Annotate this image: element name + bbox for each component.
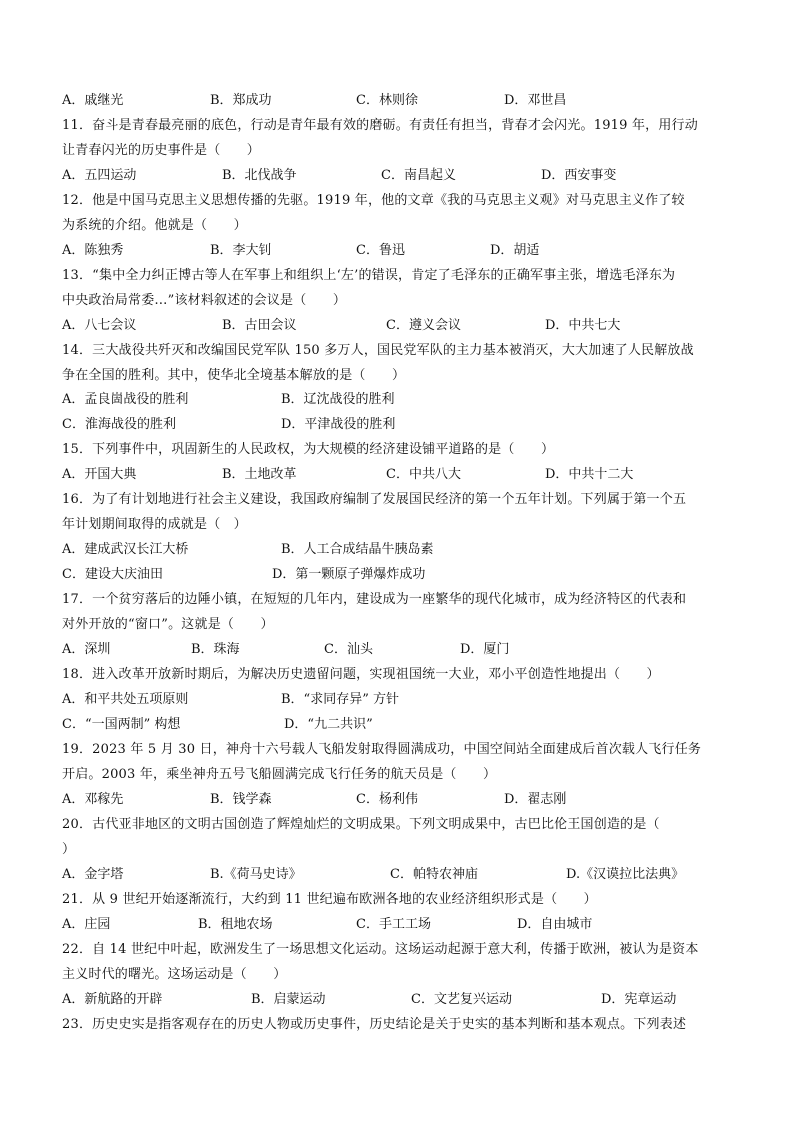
q22-option-a: A．新航路的开辟: [62, 992, 163, 1007]
q13-option-b: B．古田会议: [222, 318, 297, 333]
q21-stem-line1: 21．从 9 世纪开始逐渐流行，大约到 11 世纪遍布欧洲各地的农业经济组织形式是（ ）: [62, 892, 597, 907]
q10-option-c: C．林则徐: [356, 93, 418, 108]
q21-option-c: C．手工工场: [356, 917, 431, 932]
q17-stem-line2: 对外开放的“窗口”。这就是（ ）: [62, 617, 274, 632]
q16-option-a: A．建成武汉长江大桥: [62, 542, 189, 557]
q17-option-c: C．汕头: [324, 642, 373, 657]
q10-option-d: D．邓世昌: [504, 93, 567, 108]
q16-option-c: C．建设大庆油田: [62, 567, 163, 582]
q12-option-a: A．陈独秀: [62, 243, 124, 258]
q21-option-d: D．自由城市: [517, 917, 593, 932]
q14-option-a: A．孟良崮战役的胜利: [62, 392, 189, 407]
q17-option-b: B．珠海: [191, 642, 240, 657]
q18-option-a: A．和平共处五项原则: [62, 692, 189, 707]
q14-option-d: D．平津战役的胜利: [281, 417, 396, 432]
q12-stem-line2: 为系统的介绍。他就是（ ）: [62, 218, 247, 233]
q10-option-b: B．郑成功: [210, 93, 272, 108]
q14-option-b: B．辽沈战役的胜利: [281, 392, 395, 407]
q10-option-a: A．戚继光: [62, 93, 124, 108]
q13-option-d: D．中共七大: [545, 318, 621, 333]
q14-option-c: C．淮海战役的胜利: [62, 417, 176, 432]
q15-option-a: A．开国大典: [62, 467, 137, 482]
q20-option-c: C．帕特农神庙: [390, 867, 478, 882]
q15-option-d: D．中共十二大: [545, 467, 634, 482]
q12-option-b: B．李大钊: [210, 243, 272, 258]
q20-stem-line1: 20．古代亚非地区的文明古国创造了辉煌灿烂的文明成果。下列文明成果中，古巴比伦王国创造的是（: [62, 817, 660, 832]
q17-option-d: D．厦门: [460, 642, 510, 657]
q18-option-c: C．“一国两制” 构想: [62, 717, 181, 732]
q11-option-c: C．南昌起义: [381, 168, 456, 183]
q13-option-c: C．遵义会议: [386, 318, 461, 333]
q19-option-b: B．钱学森: [210, 792, 272, 807]
q19-option-c: C．杨利伟: [356, 792, 418, 807]
q22-option-b: B．启蒙运动: [251, 992, 326, 1007]
q20-option-d: D.《汉谟拉比法典》: [566, 867, 685, 882]
q18-option-b: B．“求同存异” 方针: [281, 692, 399, 707]
q12-option-d: D．胡适: [490, 243, 540, 258]
q22-option-d: D．宪章运动: [601, 992, 677, 1007]
q20-option-b: B.《荷马史诗》: [210, 867, 302, 882]
q15-stem-line1: 15．下列事件中，巩固新生的人民政权，为大规模的经济建设铺平道路的是（ ）: [62, 442, 555, 457]
q20-option-a: A．金字塔: [62, 867, 124, 882]
q19-option-a: A．邓稼先: [62, 792, 124, 807]
q16-stem-line2: 年计划期间取得的成就是（ ）: [62, 517, 247, 532]
q19-stem-line1: 19．2023 年 5 月 30 日，神舟十六号载人飞船发射取得圆满成功，中国空间站全面建成后首次载人飞行任务: [62, 742, 702, 757]
q22-stem-line1: 22．自 14 世纪中叶起，欧洲发生了一场思想文化运动。这场运动起源于意大利，传播于欧洲，被认为是资本: [62, 942, 699, 957]
q22-stem-line2: 主义时代的曙光。这场运动是（ ）: [62, 967, 287, 982]
q14-stem-line1: 14．三大战役共歼灭和改编国民党军队 150 多万人，国民党军队的主力基本被消灭，大大加速了人民解放战: [62, 343, 694, 358]
q22-option-c: C．文艺复兴运动: [411, 992, 512, 1007]
q16-option-b: B．人工合成结晶牛胰岛素: [281, 542, 434, 557]
q11-option-b: B．北伐战争: [222, 168, 297, 183]
q23-stem-line1: 23．历史史实是指客观存在的历史人物或历史事件，历史结论是关于史实的基本判断和基本观点。下列表述: [62, 1017, 687, 1032]
q13-stem-line2: 中央政治局常委…”该材料叙述的会议是（ ）: [62, 293, 347, 308]
q21-option-b: B．租地农场: [198, 917, 273, 932]
q19-option-d: D．翟志刚: [504, 792, 567, 807]
q18-option-d: D．“九二共识”: [284, 717, 373, 732]
q18-stem-line1: 18．进入改革开放新时期后，为解决历史遗留问题，实现祖国统一大业，邓小平创造性地提出（ ）: [62, 667, 660, 682]
q13-stem-line1: 13．“集中全力纠正博古等人在军事上和组织上‘左’的错误，肯定了毛泽东的正确军事主张，增选毛泽东为: [62, 268, 676, 283]
q17-stem-line1: 17．一个贫穷落后的边陲小镇，在短短的几年内，建设成为一座繁华的现代化城市，成为经济特区的代表和: [62, 592, 687, 607]
q14-stem-line2: 争在全国的胜利。其中，使华北全境基本解放的是（ ）: [62, 368, 406, 383]
q15-option-b: B．土地改革: [222, 467, 297, 482]
q13-option-a: A．八七会议: [62, 318, 137, 333]
q16-option-d: D．第一颗原子弹爆炸成功: [272, 567, 426, 582]
q15-option-c: C．中共八大: [386, 467, 461, 482]
q11-option-d: D．西安事变: [541, 168, 617, 183]
q20-stem-line2: ）: [62, 842, 76, 857]
q17-option-a: A．深圳: [62, 642, 111, 657]
q11-stem-line1: 11．奋斗是青春最亮丽的底色，行动是青年最有效的磨砺。有责任有担当，背春才会闪光。1919 年，用行动: [62, 118, 698, 133]
q21-option-a: A．庄园: [62, 917, 111, 932]
q19-stem-line2: 开启。2003 年，乘坐神舟五号飞船圆满完成飞行任务的航天员是（ ）: [62, 767, 497, 782]
q11-stem-line2: 让青春闪光的历史事件是（ ）: [62, 143, 261, 158]
q12-stem-line1: 12．他是中国马克思主义思想传播的先驱。1919 年，他的文章《我的马克思主义观》对马克思主义作了较: [62, 193, 685, 208]
q11-option-a: A．五四运动: [62, 168, 137, 183]
q16-stem-line1: 16．为了有计划地进行社会主义建设，我国政府编制了发展国民经济的第一个五年计划。下列属于第一个五: [62, 492, 687, 507]
q12-option-c: C．鲁迅: [356, 243, 405, 258]
